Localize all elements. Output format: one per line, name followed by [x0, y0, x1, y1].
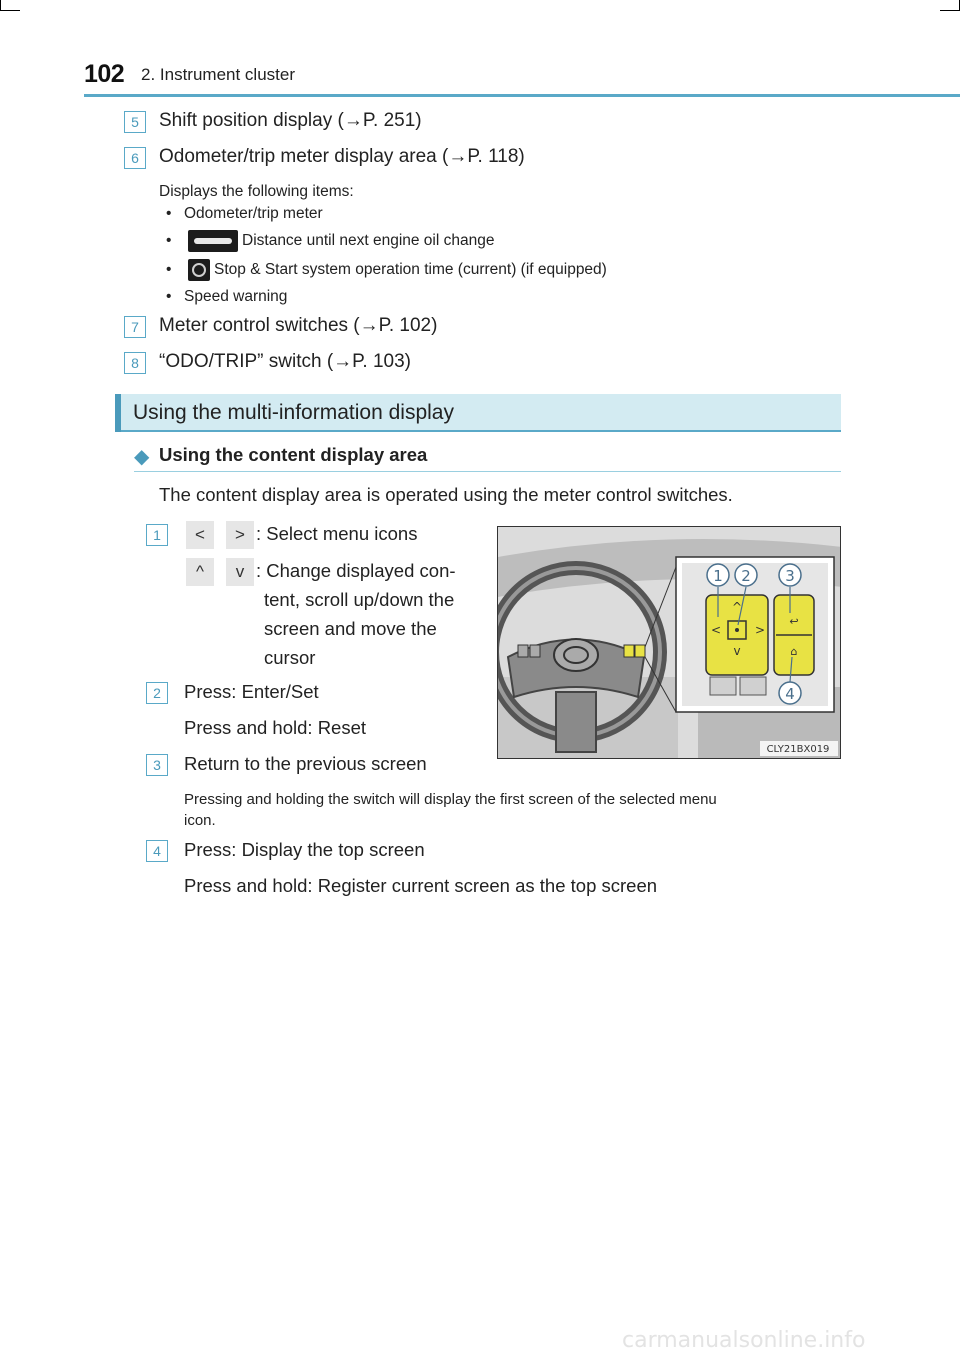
control-note: Pressing and holding the switch will display the first screen of the selected menu: [184, 791, 717, 808]
chapter-title: 2. Instrument cluster: [141, 65, 296, 84]
section-title: Using the multi-information display: [133, 401, 454, 424]
subsection-heading: Using the content display area: [159, 444, 428, 465]
header-rule: [84, 94, 960, 97]
figure-callout: 4: [785, 685, 795, 703]
figure-callout: 1: [713, 567, 723, 585]
crop-mark: [940, 10, 960, 11]
bullet-item: • Distance until next engine oil change: [166, 230, 494, 252]
control-note: icon.: [184, 812, 216, 829]
svg-text:↩: ↩: [789, 615, 799, 628]
item-number-badge: 7: [124, 316, 146, 338]
control-description: Press: Enter/Set: [184, 681, 319, 702]
diamond-icon: ◆: [134, 446, 150, 468]
stop-start-icon: [188, 259, 210, 281]
figure-callout: 3: [785, 567, 795, 585]
bullet-item: • Odometer/trip meter: [166, 205, 323, 222]
svg-text:v: v: [733, 644, 741, 658]
item-number-badge: 6: [124, 147, 146, 169]
item-number-badge: 8: [124, 352, 146, 374]
control-description: : Change displayed con-: [256, 560, 456, 581]
control-description-wrap: tent, scroll up/down the: [264, 589, 455, 610]
control-description: Press and hold: Register current screen as the top screen: [184, 875, 658, 896]
section-header-edge: [115, 394, 121, 432]
control-number-badge: 4: [146, 840, 168, 862]
control-description: : Select menu icons: [256, 523, 418, 544]
crop-mark: [0, 10, 20, 11]
up-arrow-icon: ^: [186, 558, 214, 586]
control-description: Press: Display the top screen: [184, 839, 425, 860]
control-description-wrap: screen and move the: [264, 618, 437, 639]
odometer-intro: Displays the following items:: [159, 183, 354, 200]
figure-callout: 2: [741, 567, 751, 585]
control-number-badge: 1: [146, 524, 168, 546]
svg-text:>: >: [754, 623, 766, 637]
control-number-badge: 2: [146, 682, 168, 704]
svg-text:<: <: [710, 623, 722, 637]
steering-wheel-illustration: [498, 527, 841, 759]
item-odometer-display-area: Odometer/trip meter display area (→P. 118): [159, 146, 525, 167]
control-description: Return to the previous screen: [184, 753, 427, 774]
wrench-icon: [188, 230, 238, 252]
subsection-rule: [134, 471, 841, 472]
right-arrow-icon: >: [226, 521, 254, 549]
section-intro: The content display area is operated using the meter control switches.: [159, 484, 733, 505]
item-shift-position-display: Shift position display (→P. 251): [159, 110, 422, 131]
item-odo-trip-switch: “ODO/TRIP” switch (→P. 103): [159, 351, 411, 372]
control-number-badge: 3: [146, 754, 168, 776]
control-description: Press and hold: Reset: [184, 717, 367, 738]
watermark-text: carmanualsonline.info: [622, 1328, 866, 1353]
left-arrow-icon: <: [186, 521, 214, 549]
item-number-badge: 5: [124, 111, 146, 133]
page-number: 102: [84, 60, 125, 88]
figure-code: CLY21BX019: [766, 744, 830, 755]
bullet-item: • Stop & Start system operation time (current) (if equipped): [166, 259, 607, 281]
svg-text:^: ^: [731, 600, 743, 614]
control-description-wrap: cursor: [264, 647, 316, 668]
down-arrow-icon: v: [226, 558, 254, 586]
footer-watermark-area: [0, 1326, 960, 1354]
bullet-item: • Speed warning: [166, 288, 288, 305]
crop-mark: [0, 0, 1, 10]
item-meter-control-switches: Meter control switches (→P. 102): [159, 315, 438, 336]
steering-wheel-figure: [497, 526, 841, 759]
svg-text:⌂: ⌂: [790, 645, 798, 658]
